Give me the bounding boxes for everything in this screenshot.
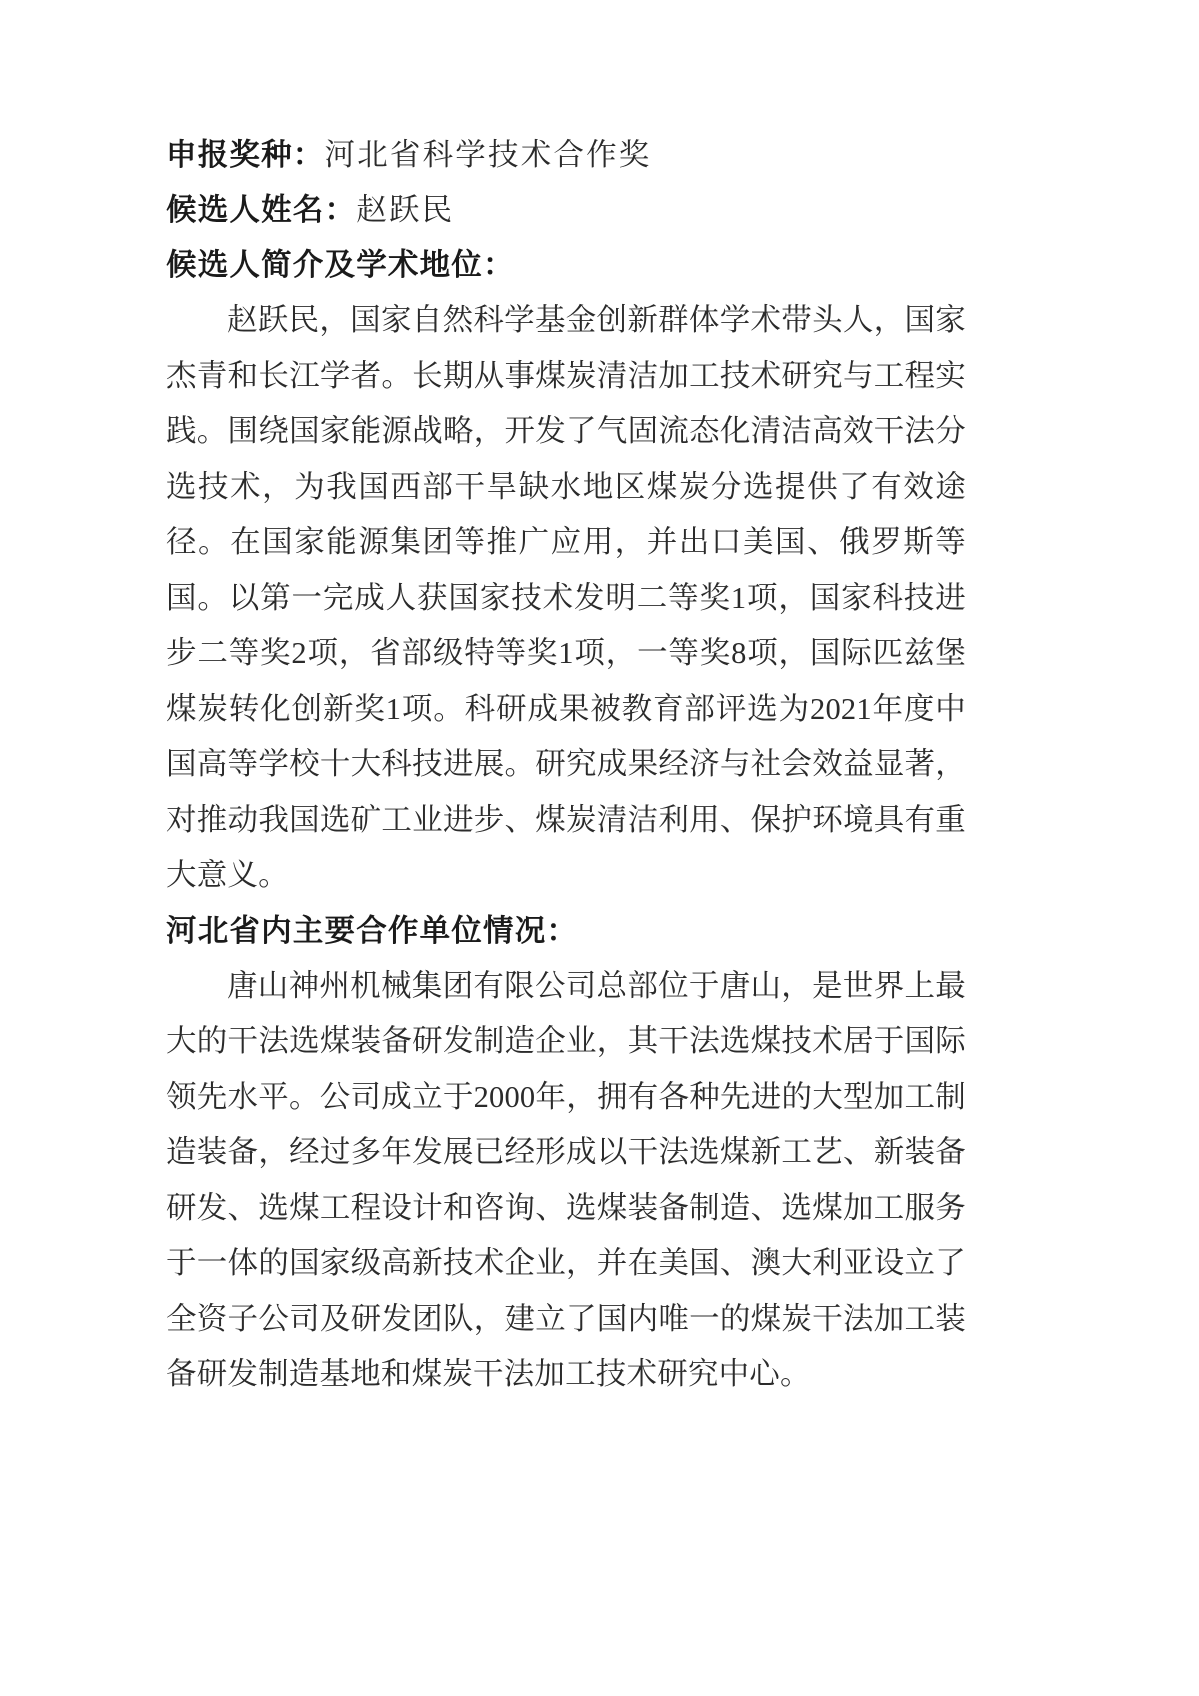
field-candidate-name	[166, 183, 966, 238]
document-content	[166, 128, 966, 1403]
section-paragraph-hebei-partner-units: 唐山神州机械集团有限公司总部位于唐山，是世界上最大的干法选煤装备研发制造企业，其干法选煤技术居于国际领先水平。公司成立于2000年，拥有各种先进的大型加工制造装备，经过多年发展已经形成以干法选煤新工艺、新装备研发、选煤工程设计和咨询、选煤装备制造、选煤加工服务于一体的国家级高新技术企业，并在美国、澳大利亚设立了全资子公司及研发团队，建立了国内唯一的煤炭干法加工装备研发制造基地和煤炭干法加工技术研究中心。	[166, 968, 966, 1391]
field-award-type	[166, 128, 966, 183]
section-heading-hebei-partner-units: 河北省内主要合作单位情况：	[166, 913, 579, 948]
field-candidate-name-value: 赵跃民	[356, 193, 455, 227]
section-heading-candidate-profile: 候选人简介及学术地位：	[166, 248, 515, 282]
section-paragraph-candidate-profile: 赵跃民，国家自然科学基金创新群体学术带头人，国家杰青和长江学者。长期从事煤炭清洁加工技术研究与工程实践。围绕国家能源战略，开发了气固流态化清洁高效干法分选技术，为我国西部干旱缺水地区煤炭分选提供了有效途径。在国家能源集团等推广应用，并出口美国、俄罗斯等国。以第一完成人获国家技术发明二等奖1项，国家科技进步二等奖2项，省部级特等奖1项，一等奖8项，国际匹兹堡煤炭转化创新奖1项。科研成果被教育部评选为2021年度中国高等学校十大科技进展。研究成果经济与社会效益显著，对推动我国选矿工业进步、煤炭清洁利用、保护环境具有重大意义。	[166, 303, 966, 892]
field-award-type-label: 申报奖种：	[166, 138, 325, 172]
field-candidate-name-label: 候选人姓名：	[166, 193, 357, 227]
field-award-type-value: 河北省科学技术合作奖	[324, 138, 652, 172]
